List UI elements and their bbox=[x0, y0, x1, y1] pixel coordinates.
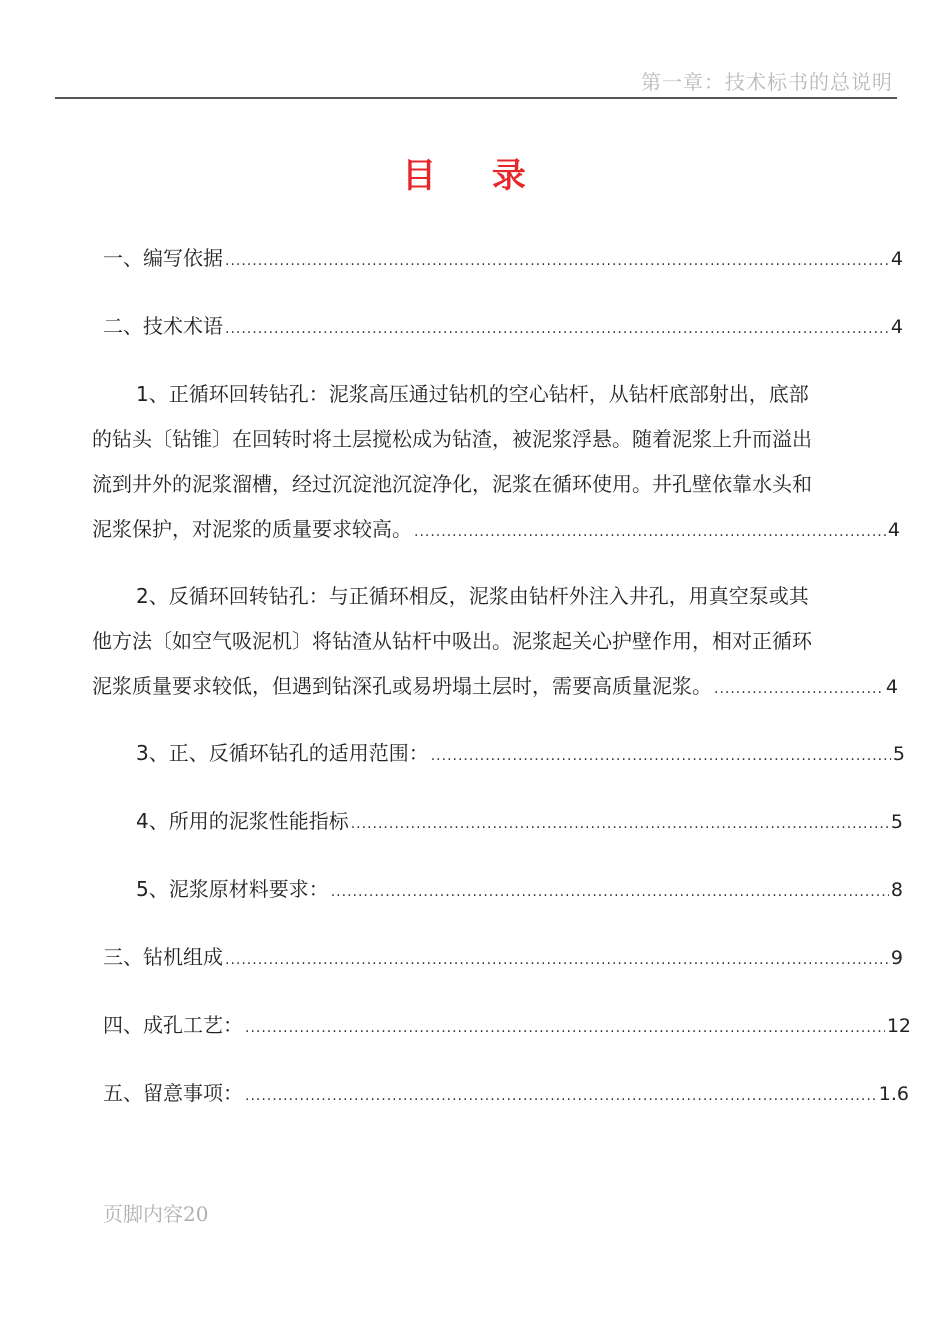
toc-entry-page: 5 bbox=[890, 811, 903, 833]
toc-entry-page: 8 bbox=[890, 879, 903, 901]
toc-entry[interactable] bbox=[103, 240, 903, 279]
toc-entry-line: 他方法〔如空气吸泥机〕将钻渣从钻杆中吸出。泥浆起关心护壁作用，相对正循环 bbox=[92, 629, 812, 653]
toc-entry-line-final bbox=[92, 511, 900, 550]
toc-entry-text: 泥浆质量要求较低，但遇到钻深孔或易坍塌土层时，需要高质量泥浆。 bbox=[92, 674, 712, 698]
toc-entry-text: 、反循环回转钻孔：与正循环相反，泥浆由钻杆外注入井孔，用真空泵或其 bbox=[148, 584, 809, 608]
toc-entry-number: 5 bbox=[136, 877, 149, 901]
dot-leader bbox=[245, 1078, 877, 1114]
toc-entry-line: 的钻头〔钻锥〕在回转时将土层搅松成为钻渣，被泥浆浮悬。随着泥浆上升而溢出 bbox=[92, 427, 812, 451]
toc-entry-line bbox=[136, 578, 809, 614]
toc-entry-number: 2 bbox=[136, 584, 149, 608]
dot-leader bbox=[331, 874, 889, 910]
toc-entry-page: 4 bbox=[890, 248, 903, 270]
toc-entry[interactable] bbox=[103, 939, 903, 978]
toc-entry[interactable] bbox=[136, 871, 903, 910]
toc-entry-text: 、所用的泥浆性能指标 bbox=[148, 809, 349, 833]
toc-entry-label bbox=[136, 735, 429, 771]
toc-entry-line: 流到井外的泥浆溜槽，经过沉淀池沉淀净化，泥浆在循环使用。井孔壁依靠水头和 bbox=[92, 472, 812, 496]
toc-entry-page: 5 bbox=[892, 743, 905, 765]
dot-leader bbox=[225, 942, 889, 978]
dot-leader bbox=[225, 243, 889, 279]
toc-entry[interactable] bbox=[103, 1007, 911, 1046]
toc-entry-label: 二、技术术语 bbox=[103, 314, 223, 338]
page-footer: 页脚内容20 bbox=[103, 1202, 209, 1226]
toc-entry-page: 4 bbox=[887, 519, 900, 541]
toc-entry[interactable] bbox=[103, 308, 903, 347]
dot-leader bbox=[414, 514, 886, 550]
toc-entry-label: 三、钻机组成 bbox=[103, 945, 223, 969]
toc-entry-text: 、正循环回转钻孔：泥浆高压通过钻机的空心钻杆，从钻杆底部射出，底部 bbox=[148, 382, 809, 406]
dot-leader bbox=[431, 738, 891, 774]
toc-entry-page: 4 bbox=[885, 676, 898, 698]
toc-entry[interactable] bbox=[103, 1075, 909, 1114]
toc-entry-label: 五、留意事项： bbox=[103, 1081, 243, 1105]
toc-entry-number: 4 bbox=[136, 809, 149, 833]
toc-entry-text: 泥浆保护，对泥浆的质量要求较高。 bbox=[92, 517, 412, 541]
toc-entry-number: 3 bbox=[136, 741, 149, 765]
toc-entry-line bbox=[136, 376, 809, 412]
toc-entry[interactable] bbox=[136, 803, 903, 842]
toc-entry-line-final bbox=[92, 668, 898, 707]
toc-entry-text: 、正、反循环钻孔的适用范围： bbox=[148, 741, 429, 765]
toc-entry-number: 1 bbox=[136, 382, 149, 406]
running-header: 第一章：技术标书的总说明 bbox=[641, 70, 893, 94]
toc-entry[interactable] bbox=[136, 735, 905, 774]
toc-entry-text: 、泥浆原材料要求： bbox=[148, 877, 329, 901]
dot-leader bbox=[225, 311, 889, 347]
dot-leader bbox=[714, 671, 884, 707]
toc-entry-label: 一、编写依据 bbox=[103, 246, 223, 270]
toc-entry-page: 12 bbox=[886, 1015, 911, 1037]
toc-entry-page: 4 bbox=[890, 316, 903, 338]
toc-entry-label: 四、成孔工艺： bbox=[103, 1013, 243, 1037]
toc-entry-label bbox=[136, 871, 329, 907]
toc-entry-page: 9 bbox=[890, 947, 903, 969]
toc-title: 目 录 bbox=[402, 156, 548, 196]
toc-entry-label bbox=[136, 803, 349, 839]
toc-entry-page: 1.6 bbox=[878, 1083, 909, 1105]
header-divider bbox=[55, 97, 897, 99]
dot-leader bbox=[245, 1010, 885, 1046]
dot-leader bbox=[351, 806, 889, 842]
